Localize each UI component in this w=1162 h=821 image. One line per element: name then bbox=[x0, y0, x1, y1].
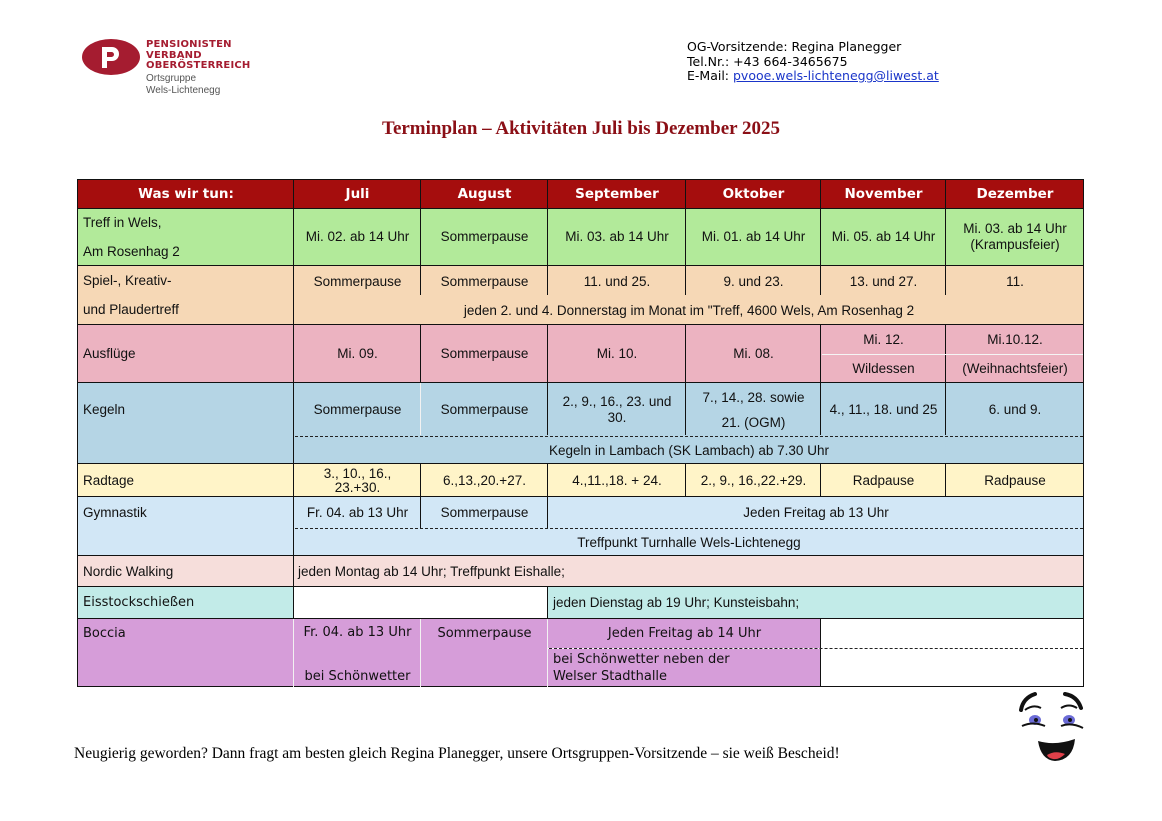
column-divider bbox=[820, 464, 821, 497]
cell-radtage-august: 6.,13.,20.+27. bbox=[421, 464, 548, 497]
row-label-ausfluege: Ausflüge bbox=[78, 325, 294, 383]
row-divider bbox=[78, 265, 1084, 266]
column-divider bbox=[420, 325, 421, 383]
column-divider bbox=[420, 266, 421, 295]
column-divider bbox=[420, 179, 421, 266]
header-month-juli: Juli bbox=[294, 180, 421, 208]
column-divider bbox=[945, 266, 946, 295]
cell-boccia-note: bei Schönwetter neben der Welser Stadthalle bbox=[548, 649, 821, 687]
header-month-september: September bbox=[548, 180, 686, 208]
dashed-divider bbox=[549, 648, 1083, 649]
header-activity: Was wir tun: bbox=[78, 180, 294, 208]
cell-radtage-november: Radpause bbox=[821, 464, 946, 497]
row-divider bbox=[78, 463, 1084, 464]
cell-spiel-august: Sommerpause bbox=[421, 268, 548, 296]
header-month-dezember: Dezember bbox=[946, 180, 1084, 208]
column-divider bbox=[547, 619, 548, 687]
cell-boccia-juli bbox=[294, 619, 421, 687]
logo-p-icon bbox=[96, 44, 124, 70]
row-label-nordic-walking: Nordic Walking bbox=[78, 556, 294, 587]
cell-radtage-juli: 3., 10., 16., 23.+30. bbox=[294, 464, 421, 497]
cell-spiel-note: jeden 2. und 4. Donnerstag im Monat im "Treff, 4600 Wels, Am Rosenhag 2 bbox=[296, 298, 1082, 324]
cell-nordic-walking-note: jeden Montag ab 14 Uhr; Treffpunkt Eishalle; bbox=[294, 556, 1084, 587]
cell-ausfluege-juli: Mi. 09. bbox=[294, 325, 421, 383]
column-divider bbox=[547, 464, 548, 497]
cell-gymnastik-sep-dez: Jeden Freitag ab 13 Uhr bbox=[548, 499, 1084, 527]
column-divider bbox=[820, 325, 821, 383]
column-divider bbox=[420, 383, 421, 435]
cell-radtage-oktober: 2., 9., 16.,22.+29. bbox=[686, 464, 821, 497]
column-divider bbox=[945, 464, 946, 497]
cell-treff-november: Mi. 05. ab 14 Uhr bbox=[821, 208, 946, 266]
contact-email-label: E-Mail: bbox=[687, 68, 733, 83]
dashed-divider bbox=[295, 528, 1083, 529]
row-label-radtage: Radtage bbox=[78, 464, 294, 497]
logo-name-line: VERBAND bbox=[146, 49, 202, 61]
cell-kegeln-oktober bbox=[686, 385, 821, 435]
cell-gymnastik-note: Treffpunkt Turnhalle Wels-Lichtenegg bbox=[296, 530, 1082, 555]
smiley-face-icon bbox=[1003, 688, 1093, 768]
cell-treff-juli: Mi. 02. ab 14 Uhr bbox=[294, 208, 421, 266]
cell-spiel-dezember: 11. bbox=[946, 268, 1084, 296]
column-divider bbox=[685, 179, 686, 266]
cell-eisstock-empty bbox=[294, 587, 548, 619]
row-label-kegeln: Kegeln bbox=[78, 383, 294, 464]
cell-kegeln-dezember: 6. und 9. bbox=[946, 385, 1084, 435]
cell-spiel-oktober: 9. und 23. bbox=[686, 268, 821, 296]
column-divider bbox=[945, 383, 946, 435]
cell-text: Fr. 04. ab 13 Uhr bbox=[303, 625, 412, 640]
cell-ausfluege-oktober: Mi. 08. bbox=[686, 325, 821, 383]
cell-spiel-september: 11. und 25. bbox=[548, 268, 686, 296]
cell-ausfluege-dezember-note: (Weihnachtsfeier) bbox=[946, 354, 1084, 383]
table-border bbox=[77, 179, 78, 687]
row-label-line: und Plaudertreff bbox=[83, 302, 179, 318]
header-month-august: August bbox=[421, 180, 548, 208]
column-divider bbox=[547, 497, 548, 528]
column-divider bbox=[547, 266, 548, 295]
column-divider bbox=[820, 266, 821, 295]
row-label-line: Treff in Wels, bbox=[83, 214, 162, 230]
contact-email-link[interactable]: pvooe.wels-lichtenegg@liwest.at bbox=[732, 68, 939, 83]
column-divider bbox=[820, 383, 821, 435]
row-divider bbox=[78, 618, 1084, 619]
cell-kegeln-september: 2., 9., 16., 23. und 30. bbox=[548, 385, 686, 435]
cell-kegeln-note: Kegeln in Lambach (SK Lambach) ab 7.30 Uhr bbox=[296, 438, 1082, 463]
cell-spiel-november: 13. und 27. bbox=[821, 268, 946, 296]
cell-boccia-august: Sommerpause bbox=[421, 619, 548, 687]
cell-subdivider bbox=[822, 354, 1083, 355]
cell-treff-oktober: Mi. 01. ab 14 Uhr bbox=[686, 208, 821, 266]
logo-name bbox=[146, 40, 250, 72]
cell-gymnastik-august: Sommerpause bbox=[421, 499, 548, 527]
row-divider bbox=[78, 586, 1084, 587]
logo-sub-line: Ortsgruppe bbox=[146, 73, 197, 84]
column-divider bbox=[420, 497, 421, 528]
row-label-spiel bbox=[78, 266, 294, 325]
cell-note: 21. (OGM) bbox=[721, 414, 786, 430]
page-title: Terminplan – Aktivitäten Juli bis Dezember 2025 bbox=[382, 118, 780, 139]
cell-note: (Krampusfeier) bbox=[970, 237, 1060, 252]
column-divider bbox=[820, 179, 821, 266]
row-label-line: Spiel-, Kreativ- bbox=[83, 272, 172, 288]
table-border bbox=[1083, 179, 1084, 687]
cell-radtage-dezember: Radpause bbox=[946, 464, 1084, 497]
contact-email-line bbox=[687, 69, 939, 84]
row-divider bbox=[78, 324, 1084, 325]
cell-ausfluege-november-date: Mi. 12. bbox=[821, 325, 946, 354]
column-divider bbox=[685, 325, 686, 383]
table-border bbox=[78, 179, 1084, 180]
column-divider bbox=[293, 619, 294, 687]
cell-text: Mi. 03. ab 14 Uhr bbox=[963, 221, 1067, 236]
row-divider bbox=[78, 496, 1084, 497]
cell-radtage-september: 4.,11.,18. + 24. bbox=[548, 464, 686, 497]
header-month-oktober: Oktober bbox=[686, 180, 821, 208]
cell-note: bei Schönwetter bbox=[304, 669, 411, 684]
column-divider bbox=[685, 383, 686, 435]
cell-ausfluege-dezember-date: Mi.10.12. bbox=[946, 325, 1084, 354]
contact-chair: OG-Vorsitzende: Regina Planegger bbox=[687, 39, 902, 54]
column-divider bbox=[420, 464, 421, 497]
contact-phone: Tel.Nr.: +43 664-3465675 bbox=[687, 53, 848, 69]
dashed-divider bbox=[295, 436, 1083, 437]
cell-treff-dezember bbox=[946, 208, 1084, 266]
row-label-gymnastik: Gymnastik bbox=[78, 497, 294, 556]
cell-spiel-juli: Sommerpause bbox=[294, 268, 421, 296]
column-divider bbox=[547, 325, 548, 383]
cell-treff-september: Mi. 03. ab 14 Uhr bbox=[548, 208, 686, 266]
cell-kegeln-juli: Sommerpause bbox=[294, 385, 421, 435]
column-divider bbox=[547, 587, 548, 619]
contact-block bbox=[687, 40, 939, 84]
column-divider bbox=[945, 179, 946, 266]
cell-ausfluege-august: Sommerpause bbox=[421, 325, 548, 383]
cell-boccia-sep-okt: Jeden Freitag ab 14 Uhr bbox=[548, 619, 821, 648]
row-divider bbox=[78, 555, 1084, 556]
cell-eisstock-note: jeden Dienstag ab 19 Uhr; Kunsteisbahn; bbox=[548, 587, 1084, 619]
row-divider bbox=[78, 382, 1084, 383]
row-label-treff bbox=[78, 208, 294, 266]
cell-text: 7., 14., 28. sowie bbox=[702, 389, 805, 405]
logo-name-line: OBERÖSTERREICH bbox=[146, 60, 251, 71]
row-divider bbox=[78, 208, 1084, 209]
row-label-boccia: Boccia bbox=[78, 619, 294, 687]
logo-name-line: PENSIONISTEN bbox=[146, 39, 232, 50]
row-label-line: Am Rosenhag 2 bbox=[83, 243, 180, 259]
cell-boccia-empty bbox=[821, 619, 1084, 687]
cell-kegeln-august: Sommerpause bbox=[421, 385, 548, 435]
cell-treff-august: Sommerpause bbox=[421, 208, 548, 266]
column-divider bbox=[547, 179, 548, 266]
header-month-november: November bbox=[821, 180, 946, 208]
footer-text: Neugierig geworden? Dann fragt am besten gleich Regina Planegger, unsere Ortsgruppen-Vorsitzende – sie weiß Bescheid! bbox=[74, 745, 840, 762]
column-divider bbox=[547, 383, 548, 435]
column-divider bbox=[420, 619, 421, 687]
column-divider bbox=[685, 464, 686, 497]
table-border bbox=[78, 686, 1084, 687]
cell-ausfluege-september: Mi. 10. bbox=[548, 325, 686, 383]
column-divider bbox=[293, 179, 294, 687]
column-divider bbox=[685, 266, 686, 295]
column-divider bbox=[820, 619, 821, 687]
cell-gymnastik-juli: Fr. 04. ab 13 Uhr bbox=[294, 499, 421, 527]
logo-subtitle bbox=[146, 73, 220, 97]
cell-ausfluege-november-note: Wildessen bbox=[821, 354, 946, 383]
logo-sub-line: Wels-Lichtenegg bbox=[146, 85, 221, 96]
row-label-eisstock: Eisstockschießen bbox=[78, 587, 294, 619]
cell-kegeln-november: 4., 11., 18. und 25 bbox=[821, 385, 946, 435]
